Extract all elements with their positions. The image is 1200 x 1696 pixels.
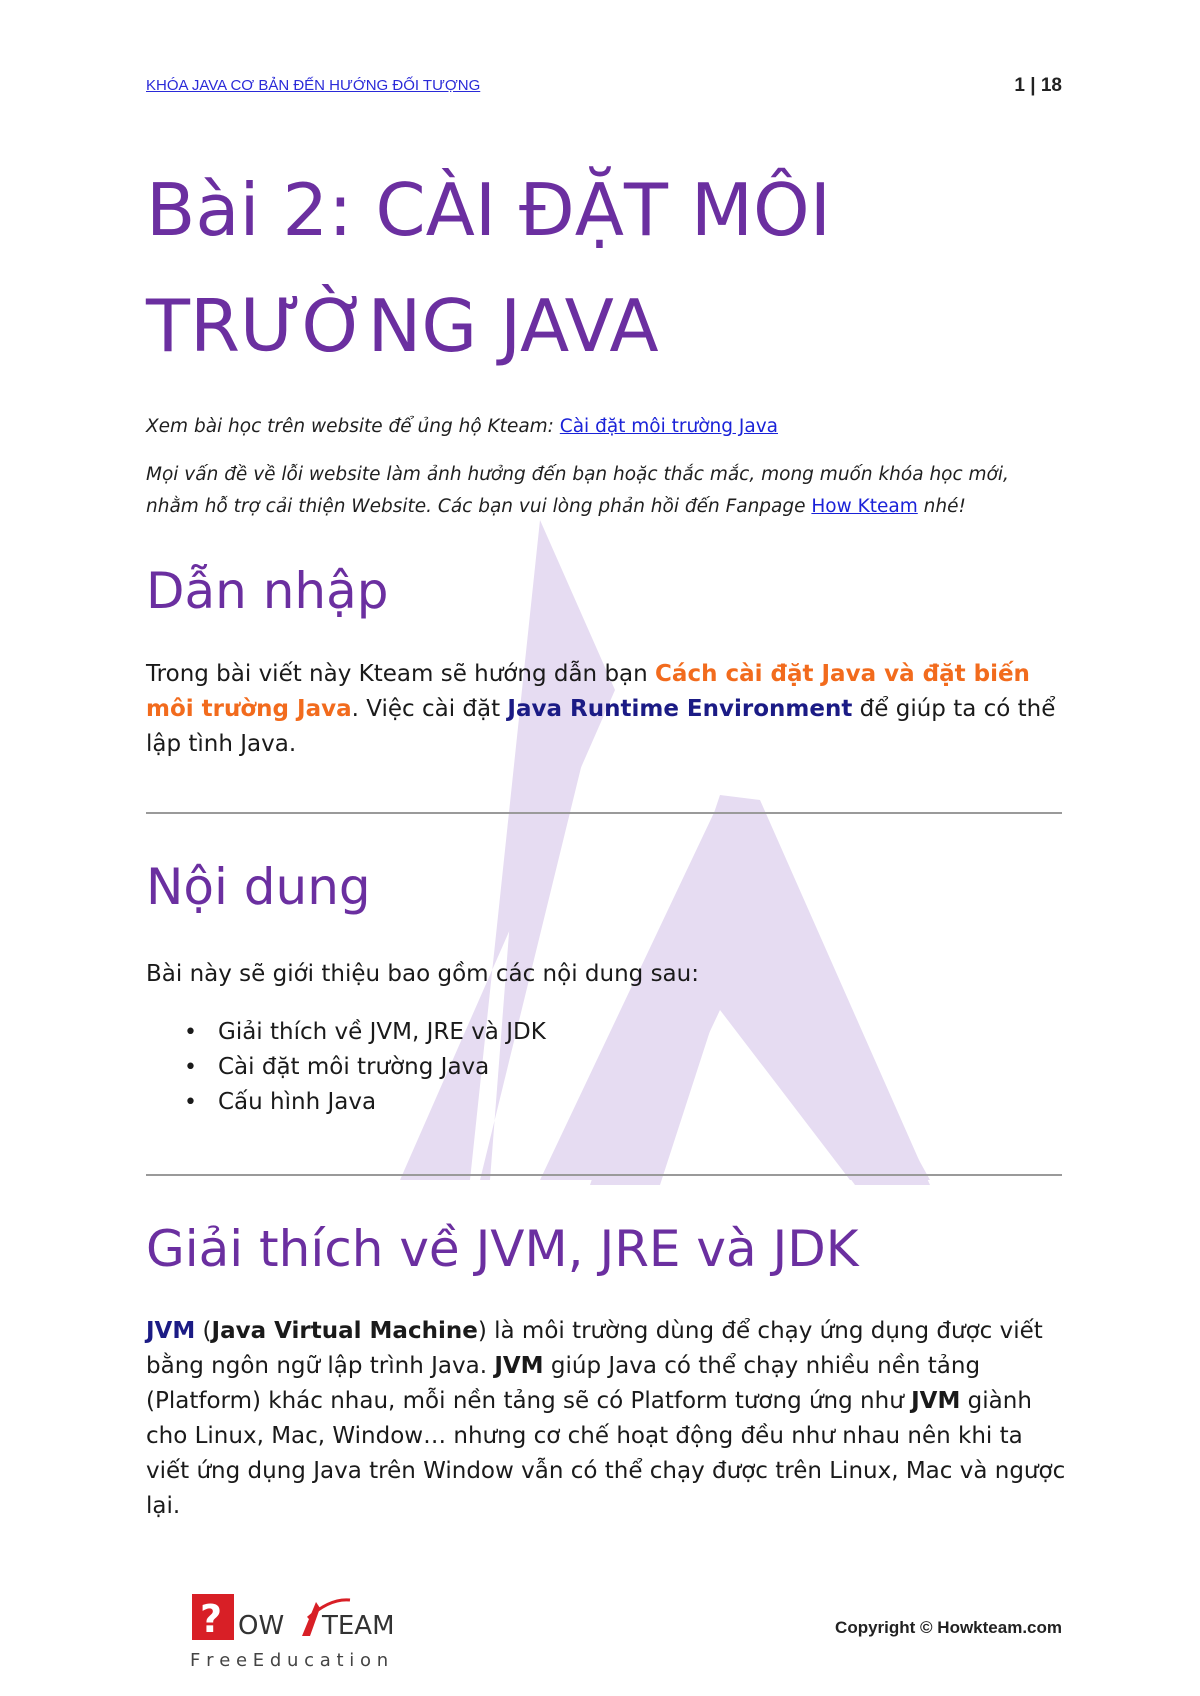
lesson-title-line2: TRƯỜNG JAVA xyxy=(146,284,659,368)
howkteam-logo xyxy=(190,1588,450,1678)
feedback-note-line1: Mọi vấn đề về lỗi website làm ảnh hưởng đến bạn hoặc thắc mắc, mong muốn khóa học mới, xyxy=(146,464,1009,485)
feedback-note-suffix: nhé! xyxy=(917,496,966,517)
list-item-label: Cấu hình Java xyxy=(218,1089,377,1115)
feedback-note-line2: nhằm hỗ trợ cải thiện Website. Các bạn vui lòng phản hồi đến Fanpage xyxy=(146,496,812,517)
jvm-term-3: JVM xyxy=(911,1388,961,1414)
list-item-label: Cài đặt môi trường Java xyxy=(218,1054,490,1080)
logo-team: TEAM xyxy=(322,1611,395,1641)
copyright-text: Copyright © Howkteam.com xyxy=(835,1618,1062,1637)
section-divider xyxy=(146,1174,1062,1176)
intro-highlight-navy: Java Runtime Environment xyxy=(507,696,853,722)
intro-heading: Dẫn nhập xyxy=(146,562,389,620)
lesson-title-line1: Bài 2: CÀI ĐẶT MÔI xyxy=(146,168,831,252)
jvm-text-1: ) là môi trường dùng để chạy ứng dụng được viết bằng ngôn ngữ lập trình Java. xyxy=(146,1318,1043,1379)
list-item-label: Giải thích về JVM, JRE và JDK xyxy=(218,1019,546,1045)
jvm-term-2: JVM xyxy=(494,1353,544,1379)
website-note-text: Xem bài học trên website để ủng hộ Kteam: xyxy=(146,416,560,437)
page-number: 1 | 18 xyxy=(1014,75,1062,96)
contents-lead: Bài này sẽ giới thiệu bao gồm các nội dung sau: xyxy=(146,961,699,987)
lesson-title xyxy=(146,152,1046,384)
jvm-full-name: Java Virtual Machine xyxy=(211,1318,478,1344)
jvm-heading: Giải thích về JVM, JRE và JDK xyxy=(146,1220,859,1278)
intro-highlight-orange: Cách cài đặt Java và đặt biến môi trường Java xyxy=(146,661,1030,722)
intro-text-2: . Việc cài đặt xyxy=(351,696,508,722)
section-divider xyxy=(146,812,1062,814)
bullet-icon: • xyxy=(184,1020,197,1045)
feedback-note xyxy=(146,459,1076,523)
bullet-icon: • xyxy=(184,1055,197,1080)
howkteam-logo-icon xyxy=(190,1588,450,1678)
intro-paragraph xyxy=(146,657,1066,762)
jvm-text-3: giành cho Linux, Mac, Window… nhưng cơ chế hoạt động đều như nhau nên khi ta viết ứng dụng Java trên Window vẫn có thể chạy được trên Linux, Mac và ngược lại. xyxy=(146,1388,1066,1519)
bullet-icon: • xyxy=(184,1090,197,1115)
intro-text-3: để giúp ta có thể lập tình Java. xyxy=(146,696,1056,757)
contents-heading: Nội dung xyxy=(146,858,371,916)
website-lesson-link[interactable]: Cài đặt môi trường Java xyxy=(559,416,778,437)
list-item xyxy=(146,1050,546,1085)
list-item xyxy=(146,1085,546,1120)
website-note xyxy=(146,411,1076,443)
jvm-paragraph xyxy=(146,1314,1066,1524)
logo-h-glyph: ? xyxy=(200,1597,223,1641)
logo-k-stroke xyxy=(302,1602,320,1636)
intro-text-1: Trong bài viết này Kteam sẽ hướng dẫn bạn xyxy=(146,661,656,687)
jvm-open-paren: ( xyxy=(195,1318,212,1344)
logo-tagline: F r e e E d u c a t i o n xyxy=(190,1650,389,1671)
fanpage-link[interactable]: How Kteam xyxy=(811,496,918,517)
jvm-term: JVM xyxy=(146,1318,196,1344)
jvm-text-2: giúp Java có thể chạy nhiều nền tảng (Platform) khác nhau, mỗi nền tảng sẽ có Platform tương ứng như xyxy=(146,1353,981,1414)
list-item xyxy=(146,1015,546,1050)
course-title-link[interactable]: KHÓA JAVA CƠ BẢN ĐẾN HƯỚNG ĐỐI TƯỢNG xyxy=(146,77,481,94)
contents-list xyxy=(146,1015,546,1120)
logo-ow: OW xyxy=(238,1611,285,1641)
